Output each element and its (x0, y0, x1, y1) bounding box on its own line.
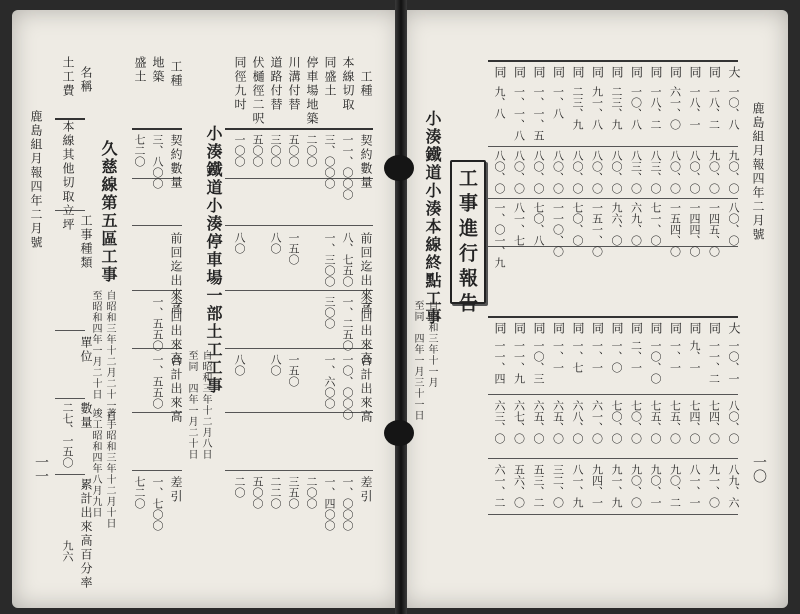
top-row-label: 同 (707, 66, 722, 80)
mid-block-value: 一、五五〇 (151, 296, 164, 351)
top-row-label: 大 (727, 66, 741, 80)
bottom-row-value: 七四、〇 (707, 400, 721, 444)
bottom-row-value: 一、一 (551, 340, 565, 373)
bottom-table-rule-bottom (488, 514, 738, 515)
bottom-row-value: 一、一 (668, 340, 682, 373)
bottom-row-label: 同 (493, 322, 507, 336)
bottom-row-value: 六五、〇 (551, 400, 565, 444)
right-page-number: 一〇 (751, 455, 767, 483)
bottom-row-label: 同 (532, 322, 546, 336)
right-section-period-2: 至同 四年一月三十一日 (412, 300, 423, 421)
bottom-row-value: 六八、〇 (571, 400, 584, 444)
top-block-value: 五〇〇 (287, 134, 300, 167)
top-block-row-name: 川溝付替 (287, 56, 301, 112)
mid-rule-3 (132, 225, 182, 226)
top-table-rule-1 (488, 146, 738, 147)
bottom-block-col-heading: 名稱 (79, 66, 93, 94)
top-row-value: 一四四、〇 (688, 202, 701, 257)
top-row-value: 七〇、八 (532, 202, 545, 246)
top-row-value: 七〇、〇 (571, 202, 584, 246)
bottom-rule-5 (55, 474, 85, 475)
bottom-row-value: 九、一 (688, 340, 701, 373)
top-block-value: 八〇 (269, 354, 282, 376)
top-block-col-heading: 今回出來高 (359, 296, 373, 366)
bottom-row-label: 同 (610, 322, 624, 336)
bottom-row-value: 二、一 (629, 340, 643, 373)
bottom-row-label: 同 (649, 322, 663, 336)
top-block-value: 一、二五〇 (341, 296, 354, 351)
mid-block-value: 三、八〇〇 (151, 134, 164, 189)
mid-block-value: 七二〇 (133, 134, 146, 167)
bottom-table-rule-1 (488, 394, 738, 395)
top-row-value: 八三、〇 (649, 150, 662, 194)
bottom-row-label: 同 (629, 322, 644, 336)
bottom-row-label: 同 (590, 322, 605, 336)
top-row-label: 同 (590, 66, 605, 80)
left-top-rule-7 (225, 470, 373, 471)
top-row-value: 九〇、〇 (727, 150, 740, 194)
top-row-value: 七一、〇 (649, 202, 662, 246)
bottom-row-value: 七四、〇 (688, 400, 701, 444)
top-block-value: 一、〇〇〇 (341, 476, 354, 531)
bottom-block-row-name: 土工費 (61, 56, 75, 98)
top-block-value: 八〇 (269, 232, 282, 254)
bottom-row-value: 一一、四 (493, 340, 506, 384)
top-block-value: 三〇〇 (269, 134, 282, 167)
left-top-rule-3 (225, 225, 373, 226)
top-block-value: 八〇 (233, 354, 246, 376)
mid-block-value: 一、五五〇 (151, 354, 164, 409)
mid-block-row-name: 盛土 (133, 56, 147, 84)
bottom-row-value: 九〇、〇 (629, 464, 643, 508)
bottom-block-note-2: 竣工昭和四年八月九日 (90, 408, 101, 518)
top-row-value: 一、一、五 (532, 86, 545, 141)
bottom-row-value: 六三、〇 (493, 400, 506, 444)
bottom-row-value: 六一、〇 (590, 400, 604, 444)
top-block-row-name: 停車場地築 (305, 56, 319, 126)
binding-ring-top (384, 155, 414, 181)
mid-block-col-heading: 契約數量 (169, 134, 183, 190)
top-block-col-heading: 工種 (359, 70, 373, 98)
top-block-row-name: 伏樋徑二呎 (251, 56, 265, 126)
mid-block-col-heading: 今回出來高 (169, 296, 183, 366)
top-row-value: 一四五、〇 (707, 202, 721, 257)
top-block-value: 一〇〇 (233, 134, 246, 167)
bottom-block-col-heading: 工事種類 (79, 214, 93, 270)
book-gutter (395, 0, 407, 614)
top-block-value: 一五〇 (287, 232, 300, 265)
mid-block-col-heading: 工種 (169, 60, 183, 88)
top-row-value: 六九、〇 (629, 202, 643, 246)
top-row-value: 一、八 (551, 86, 565, 119)
mid-block-value: 一、七〇〇 (151, 476, 164, 531)
bottom-row-value: 三二、〇 (551, 464, 565, 508)
top-row-label: 同 (532, 66, 546, 80)
bottom-row-value: 九四、一 (590, 464, 604, 508)
top-row-value: 九一、八 (590, 86, 604, 130)
top-block-col-heading: 合計出來高 (359, 354, 373, 424)
top-row-label: 同 (512, 66, 527, 80)
left-page-number: 一一 (33, 455, 49, 483)
top-block-value: 五〇〇 (251, 476, 264, 509)
mid-rule-1 (132, 128, 182, 130)
bottom-block-period-1: 自昭和三年十二月二十一日 (104, 290, 115, 422)
bottom-block-value: 二七、一五〇 (61, 402, 74, 468)
top-block-col-heading: 契約數量 (359, 134, 373, 190)
bottom-rule-3 (55, 330, 85, 331)
top-row-value: 九〇、〇 (707, 150, 721, 194)
bottom-table-rule-top (488, 316, 738, 318)
bottom-row-value: 九〇、一 (649, 464, 662, 508)
top-row-value: 一八、二 (649, 86, 662, 130)
top-row-value: 一八、二 (707, 86, 721, 130)
mid-block-col-heading: 合計出來高 (169, 354, 183, 424)
top-row-value: 九六、〇 (610, 202, 623, 246)
mid-rule-7 (132, 470, 182, 471)
top-row-value: 二三、九 (571, 86, 584, 130)
top-row-label: 同 (649, 66, 663, 80)
top-row-value: 一一〇、〇 (551, 202, 565, 257)
bottom-row-value: 六五、〇 (532, 400, 545, 444)
top-block-value: 八、七五〇 (341, 232, 354, 287)
bottom-table-rule-2 (488, 458, 738, 459)
top-table-rule-top (488, 60, 738, 62)
bottom-row-label: 同 (668, 322, 683, 336)
bottom-row-value: 一、〇 (610, 340, 623, 373)
top-block-row-name: 本線切取 (341, 56, 355, 112)
bottom-row-label: 同 (571, 322, 585, 336)
bottom-row-value: 一、一 (590, 340, 604, 373)
top-block-col-heading: 前回迄出來高 (359, 232, 373, 316)
top-row-value: 六一、〇 (668, 86, 682, 130)
top-block-value: 三五〇 (287, 476, 300, 509)
top-row-value: 八〇、〇 (688, 150, 701, 194)
top-row-value: 二三、九 (610, 86, 623, 130)
bottom-row-value: 九一、〇 (707, 464, 721, 508)
bottom-row-value: 七五、〇 (668, 400, 682, 444)
bottom-row-value: 七〇、〇 (610, 400, 623, 444)
bottom-row-value: 六七、〇 (512, 400, 526, 444)
bottom-row-value: 七〇、〇 (629, 400, 643, 444)
bottom-row-value: 五三、二 (532, 464, 545, 508)
top-row-label: 同 (629, 66, 644, 80)
bottom-row-value: 八一、九 (571, 464, 584, 508)
top-row-value: 八〇、〇 (551, 150, 565, 194)
top-row-label: 同 (610, 66, 624, 80)
top-row-value: 八一、七 (512, 202, 526, 246)
top-row-value: 八〇、〇 (610, 150, 623, 194)
bottom-row-value: 一〇、三 (532, 340, 545, 384)
bottom-block-value: 九六 (61, 540, 74, 562)
mid-block-period-2: 至同 四年一月二十日 (186, 350, 197, 460)
mid-block-col-heading: 前回迄出來高 (169, 232, 183, 316)
bottom-row-value: 一、七 (571, 340, 584, 373)
bottom-row-label: 同 (707, 322, 722, 336)
top-block-value: 一〇、〇〇〇 (341, 354, 354, 420)
top-row-value: 八〇、〇 (512, 150, 526, 194)
top-row-value: 一五一、〇 (590, 202, 604, 257)
bottom-row-value: 九〇、二 (668, 464, 682, 508)
top-block-row-name: 同盛土 (323, 56, 337, 98)
top-row-value: 一、一、八 (512, 86, 526, 141)
top-block-value: 一、六〇〇 (323, 354, 336, 409)
top-block-value: 一一、〇〇〇 (341, 134, 354, 200)
binding-ring-bottom (384, 420, 414, 446)
bottom-block-title: 久慈線第五區工事 (99, 140, 118, 284)
top-row-value: 八〇、〇 (668, 150, 682, 194)
left-top-rule-1 (225, 128, 373, 130)
top-row-value: 一〇、八 (727, 86, 740, 130)
bottom-row-value: 一〇、〇 (649, 340, 662, 384)
bottom-block-period-2: 至昭和四年一月二十日 (90, 290, 101, 400)
top-block-row-name: 道路付替 (269, 56, 283, 112)
top-row-value: 一〇、八 (629, 86, 643, 130)
top-row-value: 八〇、〇 (571, 150, 584, 194)
top-block-value: 五〇〇 (251, 134, 264, 167)
top-table-rule-2 (488, 198, 738, 199)
top-block-value: 一、四〇〇 (323, 476, 336, 531)
top-block-col-heading: 差引 (359, 476, 373, 504)
bottom-row-value: 九一、九 (610, 464, 623, 508)
top-block-row-name: 同徑九吋 (233, 56, 247, 112)
top-block-value: 三、〇〇〇 (323, 134, 336, 189)
bottom-block-row-kind: 本線其他切取立坪 (61, 120, 75, 232)
bottom-row-label: 同 (551, 322, 566, 336)
mid-block-value: 七二〇 (133, 476, 146, 509)
mid-block-col-heading: 差引 (169, 476, 183, 504)
top-row-value: 八〇、〇 (493, 150, 506, 194)
top-block-value: 二二〇 (269, 476, 282, 509)
bottom-row-value: 一一、九 (512, 340, 526, 384)
mid-block-row-name: 地築 (151, 56, 165, 84)
top-row-value: 八三、〇 (629, 150, 643, 194)
mid-block-title: 小湊鐵道小湊停車場一部土工工事 (204, 125, 223, 395)
bottom-block-col-heading: 數量 (79, 402, 93, 430)
bottom-row-label: 同 (688, 322, 702, 336)
top-block-value: 二〇〇 (305, 476, 318, 509)
bottom-row-value: 五六、〇 (512, 464, 526, 508)
top-block-value: 二〇〇 (305, 134, 318, 167)
bottom-rule-4 (55, 398, 85, 399)
report-heading: 工事進行報告 (456, 168, 478, 318)
bottom-row-label: 同 (512, 322, 527, 336)
top-row-value: 八〇、〇 (532, 150, 545, 194)
bottom-row-value: 一一、二 (707, 340, 721, 384)
top-row-value: 九、八 (493, 86, 506, 119)
bottom-row-label: 大 (727, 322, 741, 336)
top-block-value: 八〇 (233, 232, 246, 254)
top-row-value: 一八、一 (688, 86, 701, 130)
left-top-rule-4 (225, 290, 373, 291)
top-row-value: 八〇、〇 (590, 150, 604, 194)
top-row-label: 同 (668, 66, 683, 80)
top-row-label: 同 (688, 66, 702, 80)
mid-block-period-1: 自昭和三年十二月八日 (200, 350, 211, 460)
right-page-header: 鹿島組月報四年二月號 (751, 102, 765, 242)
bottom-row-value: 八一、一 (688, 464, 701, 508)
top-row-label: 同 (551, 66, 566, 80)
top-row-value: 八〇、〇 (727, 202, 740, 246)
bottom-block-col-heading: 累計出來高百分率 (79, 478, 93, 590)
left-page-header: 鹿島組月報四年二月號 (29, 110, 43, 250)
right-section-title: 小湊鐵道小湊本線終點工事 (423, 110, 442, 326)
top-row-value: 一五四、〇 (668, 202, 682, 257)
top-block-value: 一五〇 (287, 354, 300, 387)
bottom-row-value: 八〇、〇 (727, 400, 740, 444)
bottom-row-value: 一〇、一 (727, 340, 740, 384)
bottom-row-value: 六一、二 (493, 464, 506, 508)
top-block-value: 一、三〇〇 (323, 232, 336, 287)
bottom-block-note-1: 著手昭和三年十二月十日 (104, 408, 115, 529)
top-block-value: 二〇 (233, 476, 246, 498)
top-row-label: 同 (571, 66, 585, 80)
top-row-label: 同 (493, 66, 507, 80)
top-row-value: 一、〇一、九 (493, 202, 506, 268)
bottom-row-value: 八九、六 (727, 464, 740, 508)
bottom-row-value: 七五、〇 (649, 400, 662, 444)
bottom-block-col-heading: 單位 (79, 336, 93, 364)
top-block-value: 三〇〇 (323, 296, 336, 329)
right-section-period-1: 自昭和三年十一月 (426, 300, 437, 388)
